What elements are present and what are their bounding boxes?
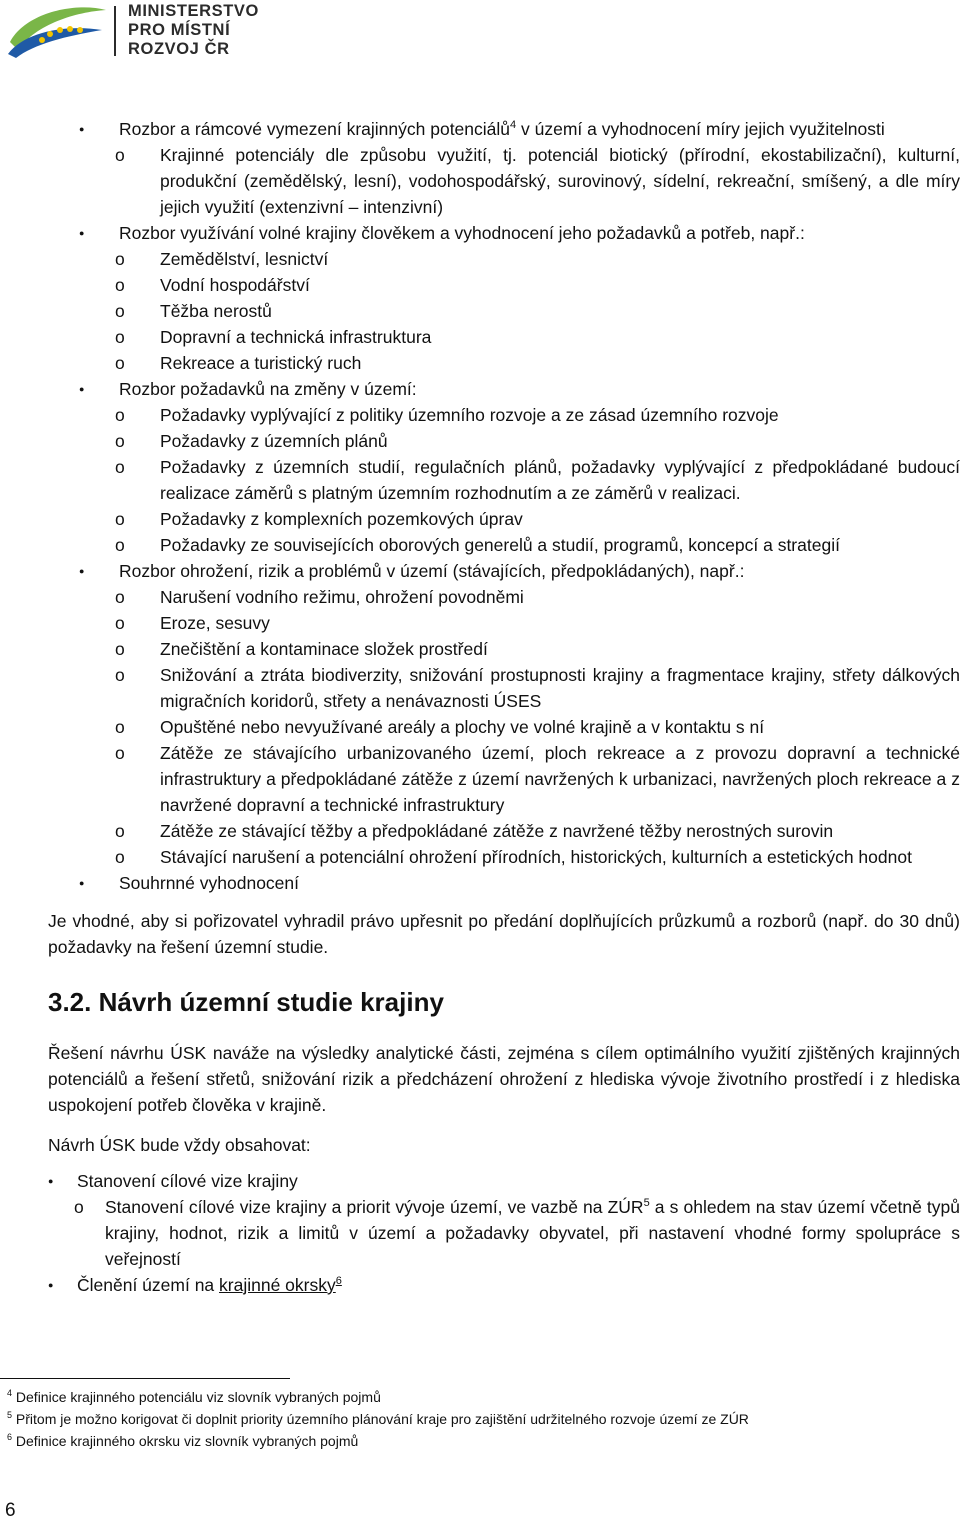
sub-list-item: o Rekreace a turistický ruch [48, 350, 960, 376]
sub-list-item: o Znečištění a kontaminace složek prostředí [48, 636, 960, 662]
intro-paragraph: Řešení návrhu ÚSK naváže na výsledky analytické části, zejména s cílem optimálního využití zjištěných krajinných potenciálů a řešení střetů, snižování rizik a předcházení ohrožení z hlediska vývoje životního prostředí i z hlediska uspokojení potřeb člověka v krajině. [48, 1043, 960, 1115]
sub-list-item: o Zátěže ze stávajícího urbanizovaného území, ploch rekreace a z provozu dopravní a technické infrastruktury a předpokládané zátěže z území navržených k urbanizaci, navržených ploch rekreace a z navržené dopravní a technické infrastruktury [48, 740, 960, 818]
sub-list-item: o Vodní hospodářství [48, 272, 960, 298]
krajinne-okrsky-link[interactable]: krajinné okrsky [219, 1275, 336, 1295]
list-item: ● Rozbor ohrožení, rizik a problémů v území (stávajících, předpokládaných), např.: o Narušení vodního režimu, ohrožení povodněmi o Eroze, sesuvy o Znečištění a kontaminace složek prostředí o Snižování a ztráta biodiverzity, snižování prostupnosti krajiny a fragmentace krajiny, střety dálkových migračních koridorů, střety a nenávaznosti ÚSES o Opuštěné nebo nevyužívané areály a plochy ve volné krajině a v kontaktu s ní o Zátěže ze stávajícího urbanizovaného území, ploch rekreace a z provozu dopravní a technické infrastruktury a předpokládané zátěže z území navržených k urbanizaci, navržených ploch rekreace a z navržené dopravní a technické infrastruktury o Zátěže ze stávající těžby a předpokládané zátěže z navržené těžby nerostných surovin o Stávající narušení a potenciální ohrožení přírodních, historických, kulturních a estetických hodnot [48, 558, 960, 870]
closing-paragraph: Je vhodné, aby si pořizovatel vyhradil právo upřesnit po předání doplňujících průzkumů a rozborů (např. do 30 dnů) požadavky na řešení územní studie. [48, 911, 960, 957]
analysis-list [48, 116, 960, 896]
list-item: ● Rozbor požadavků na změny v území: o Požadavky vyplývající z politiky územního rozvoje a ze zásad územního rozvoje o Požadavky z územních plánů o Požadavky z územních studií, regulačních plánů, požadavky vyplývající z předpokládané budoucí realizace záměrů s platným územním rozhodnutím a ze záměrů v realizaci. o Požadavky z komplexních pozemkových úprav o Požadavky ze souvisejících oborových generelů a studií, programů, koncepcí a strategií [48, 376, 960, 558]
footnote: $^6$ Definice krajinného okrsku viz slovník vybraných pojmů [7, 1432, 359, 1449]
logo-text: MINISTERSTVO PRO MÍSTNÍ ROZVOJ ČR [128, 2, 259, 58]
sub-list-item: o Požadavky z územních studií, regulačních plánů, požadavky vyplývající z předpokládané budoucí realizace záměrů s platným územním rozhodnutím a ze záměrů v realizaci. [48, 454, 960, 506]
sub-list-item: o Eroze, sesuvy [48, 610, 960, 636]
logo-emblem-icon [6, 2, 110, 58]
sub-list-item: o Stávající narušení a potenciální ohrožení přírodních, historických, kulturních a estetických hodnot [48, 844, 960, 870]
list-item: ● Rozbor a rámcové vymezení krajinných potenciálů$^4$ v území a vyhodnocení míry jejich využitelnosti o Krajinné potenciály dle způsobu využití, tj. potenciál biotický (přírodní, ekostabilizační), kulturní, produkční (zemědělský, lesní), vodohospodářský, surovinový, sídelní, rekreační, smíšený, a dle míry jejich využití (extenzivní – intenzivní) [48, 116, 960, 220]
sub-list-item: o Zátěže ze stávající těžby a předpokládané zátěže z navržené těžby nerostných surovin [48, 818, 960, 844]
sub-list-item: o Stanovení cílové vize krajiny a priorit vývoje území, ve vazbě na ZÚR$^5$ a s ohledem na stav území včetně typů krajiny, hodnot, rizik a limitů v území a požadavky obyvatel, při nastavení vhodné formy spolupráce s veřejností [48, 1194, 960, 1272]
sub-list-item: o Narušení vodního režimu, ohrožení povodněmi [48, 584, 960, 610]
sub-list-item: o Požadavky ze souvisejících oborových generelů a studií, programů, koncepcí a strategií [48, 532, 960, 558]
list-item: ● Souhrnné vyhodnocení [48, 870, 960, 896]
proposal-list [48, 1168, 960, 1298]
sub-list-item: o Požadavky vyplývající z politiky územního rozvoje a ze zásad územního rozvoje [48, 402, 960, 428]
contents-intro: Návrh ÚSK bude vždy obsahovat: [48, 1135, 311, 1155]
list-item: ● Rozbor využívání volné krajiny člověkem a vyhodnocení jeho požadavků a potřeb, např.: o Zemědělství, lesnictví o Vodní hospodářství o Těžba nerostů o Dopravní a technická infrastruktura o Rekreace a turistický ruch [48, 220, 960, 376]
page-number: 6 [5, 1500, 16, 1521]
section-heading: 3.2. Návrh územní studie krajiny [48, 987, 444, 1017]
sub-list-item: o Krajinné potenciály dle způsobu využití, tj. potenciál biotický (přírodní, ekostabilizační), kulturní, produkční (zemědělský, lesní), vodohospodářský, surovinový, sídelní, rekreační, smíšený, a dle míry jejich využití (extenzivní – intenzivní) [48, 142, 960, 220]
page-content [48, 116, 960, 1298]
list-item: ● Členění území na krajinné okrsky$^6$ [48, 1272, 960, 1298]
footnote-separator [0, 1378, 290, 1379]
sub-list-item: o Požadavky z územních plánů [48, 428, 960, 454]
list-item: ● Stanovení cílové vize krajiny o Stanovení cílové vize krajiny a priorit vývoje území, ve vazbě na ZÚR$^5$ a s ohledem na stav území včetně typů krajiny, hodnot, rizik a limitů v území a požadavky obyvatel, při nastavení vhodné formy spolupráce s veřejností [48, 1168, 960, 1272]
sub-list-item: o Požadavky z komplexních pozemkových úprav [48, 506, 960, 532]
footnotes [7, 1386, 749, 1452]
sub-list-item: o Těžba nerostů [48, 298, 960, 324]
footnote: $^5$ Přitom je možno korigovat či doplnit priority územního plánování kraje pro zajištění udržitelného rozvoje území ze ZÚR [7, 1410, 749, 1427]
sub-list-item: o Zemědělství, lesnictví [48, 246, 960, 272]
sub-list-item: o Dopravní a technická infrastruktura [48, 324, 960, 350]
footnote: $^4$ Definice krajinného potenciálu viz slovník vybraných pojmů [7, 1388, 381, 1405]
sub-list-item: o Snižování a ztráta biodiverzity, snižování prostupnosti krajiny a fragmentace krajiny, střety dálkových migračních koridorů, střety a nenávaznosti ÚSES [48, 662, 960, 714]
ministry-logo [6, 2, 266, 58]
sub-list-item: o Opuštěné nebo nevyužívané areály a plochy ve volné krajině a v kontaktu s ní [48, 714, 960, 740]
